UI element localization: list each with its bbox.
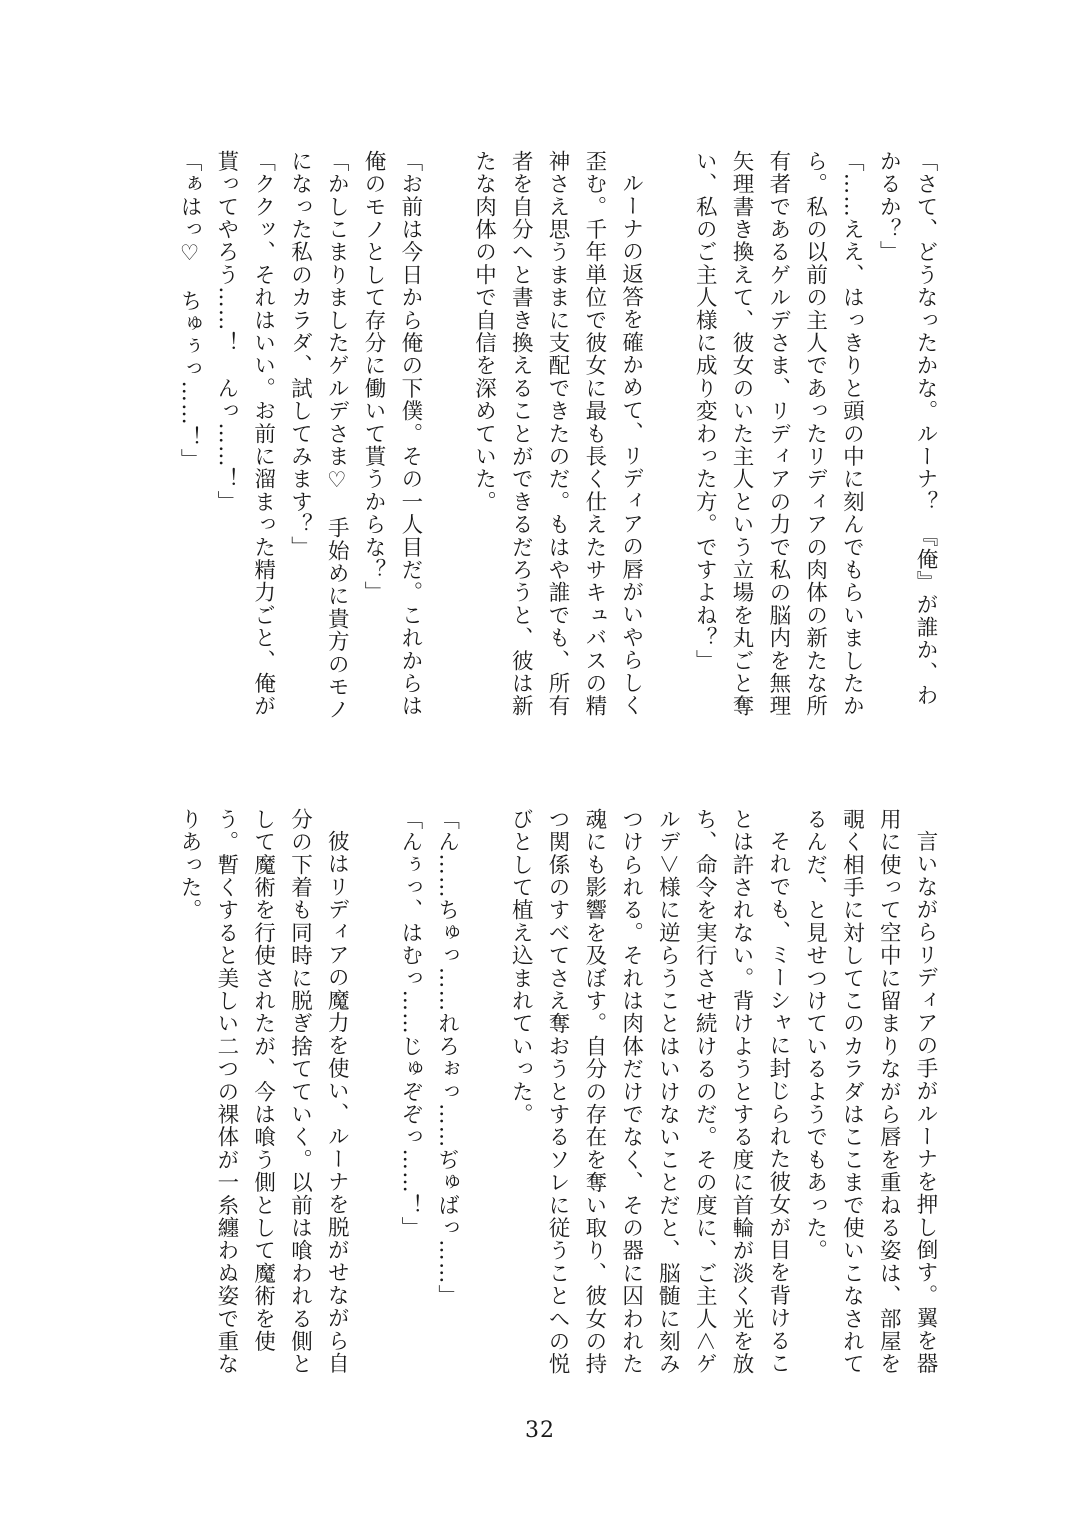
paragraph-dialogue-5: 「ククッ、それはいい。お前に溜まった精力ごと、俺が貰ってやろう……！ んっ……！」: [213, 150, 276, 718]
paragraph-dialogue-7: 「ん……ちゅっ……れろぉっ……ぢゅばっ……」: [434, 808, 460, 1308]
paragraph-dialogue-2: 「……ええ、はっきりと頭の中に刻んでもらいましたから。私の以前の主人であったリディアの肉体の新たな所有者であるゲルデさま、リディアの力で私の脳内を無理矢理書き換えて、彼女のいた主人という立場を丸ごと奪い、私のご主人様に成り変わった方。ですよね？」: [692, 150, 865, 718]
paragraph-gap: [354, 808, 391, 1386]
paragraph-narration-2: 言いながらリディアの手がルーナを押し倒す。翼を器用に使って空中に留まりながら唇を重ねる姿は、部屋を覗く相手に対してこのカラダはここまで使いこなされてるんだ、と見せつけているようでもあった。: [802, 808, 938, 1376]
paragraph-narration-4: 彼はリディアの魔力を使い、ルーナを脱がせながら自分の下着も同時に脱ぎ捨てていく。以前は喰われる側として魔術を行使されたが、今は喰う側として魔術を使う。暫くすると美しい二つの裸体が一糸纏わぬ姿で重なりあった。: [177, 808, 350, 1376]
paragraph-dialogue-3: 「お前は今日から俺の下僕。その一人目だ。これからは俺のモノとして存分に働いて貰うからな？」: [361, 150, 423, 718]
paragraph-gap: [649, 150, 686, 728]
paragraph-dialogue-6: 「ぁはっ♡ ちゅぅっ……！」: [177, 150, 203, 472]
paragraph-narration-1: ルーナの返答を確かめて、リディアの唇がいやらしく歪む。千年単位で彼女に最も長く仕えたサキュバスの精神さえ思うままに支配できたのだ。もはや誰でも、所有者を自分へと書き換えることができるだろうと、彼は新たな肉体の中で自信を深めていた。: [471, 150, 644, 718]
page-number: 32: [525, 1418, 555, 1443]
paragraph-dialogue-8: 「んぅっ、はむっ……じゅぞぞっ……！」: [397, 808, 423, 1240]
paragraph-gap: [465, 808, 502, 1386]
lower-text-block: [177, 808, 943, 1386]
paragraph-dialogue-1: 「さて、どうなったかな。ルーナ？ 『俺』が誰か、わかるか？」: [876, 150, 938, 707]
upper-text-block: [177, 150, 943, 728]
paragraph-gap: [428, 150, 465, 728]
paragraph-narration-3: それでも、ミーシャに封じられた彼女が目を背けることは許されない。背けようとする度に首輪が淡く光を放ち、命令を実行させ続けるのだ。その度に、ご主人＜ゲルデ＞様に逆らうことはいけないことだと、脳髄に刻みつけられる。それは肉体だけでなく、その器に囚われた魂にも影響を及ぼす。自分の存在を奪い取り、彼女の持つ関係のすべてさえ奪おうとするソレに従うことへの悦びとして植え込まれていった。: [508, 808, 791, 1376]
paragraph-dialogue-4: 「かしこまりましたゲルデさま♡ 手始めに貴方のモノになった私のカラダ、試してみます？」: [287, 150, 350, 721]
